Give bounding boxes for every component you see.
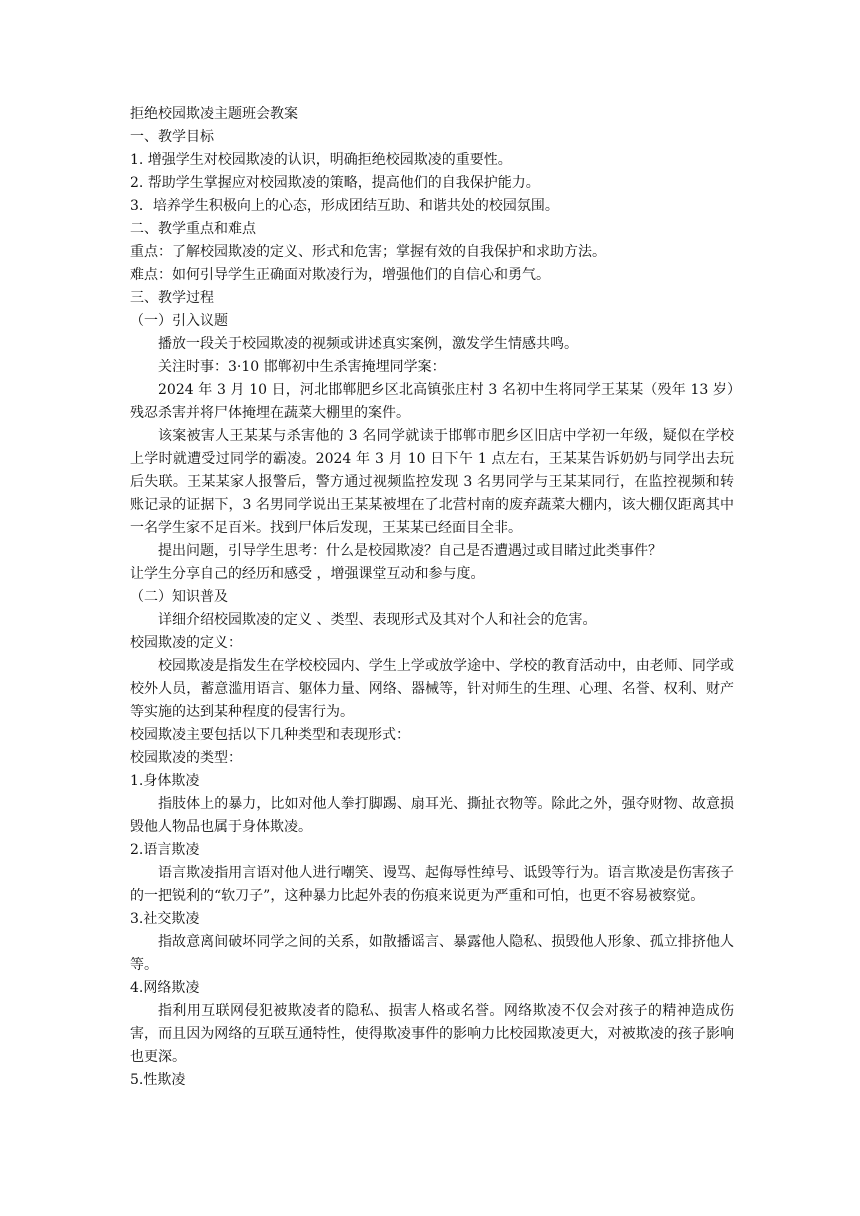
type-verbal-desc: 语言欺凌指用言语对他人进行嘲笑、谩骂、起侮辱性绰号、诋毁等行为。语言欺凌是伤害孩子的一把锐利的“软刀子”，这种暴力比起外表的伤痕来说更为严重和可怕，也更不容易被察觉。 bbox=[130, 865, 734, 904]
section-heading-goals: 一、教学目标 bbox=[130, 129, 214, 145]
paragraph-question: 提出问题，引导学生思考：什么是校园欺凌？自己是否遭遇过或目睹过此类事件？ bbox=[158, 543, 662, 559]
subheading-knowledge: （二）知识普及 bbox=[130, 589, 228, 605]
paragraph-case-summary: 2024 年 3 月 10 日，河北邯郸肥乡区北高镇张庄村 3 名初中生将同学王某某（殁年 13 岁）残忍杀害并将尸体掩埋在蔬菜大棚里的案件。 bbox=[130, 382, 734, 421]
type-social-heading: 3.社交欺凌 bbox=[130, 911, 200, 927]
section-heading-focus: 二、教学重点和难点 bbox=[130, 221, 256, 237]
paragraph-knowledge-intro: 详细介绍校园欺凌的定义 、类型、表现形式及其对个人和社会的危害。 bbox=[158, 612, 597, 628]
types-intro: 校园欺凌主要包括以下几种类型和表现形式： bbox=[130, 727, 410, 743]
type-cyber-heading: 4.网络欺凌 bbox=[130, 980, 200, 996]
paragraph-news-heading: 关注时事：3·10 邯郸初中生杀害掩埋同学案： bbox=[158, 359, 446, 375]
type-physical-desc: 指肢体上的暴力，比如对他人拳打脚踢、扇耳光、撕扯衣物等。除此之外，强夺财物、故意损毁他人物品也属于身体欺凌。 bbox=[130, 796, 734, 835]
subheading-intro: （一）引入议题 bbox=[130, 313, 228, 329]
type-social-desc: 指故意离间破坏同学之间的关系，如散播谣言、暴露他人隐私、损毁他人形象、孤立排挤他人等。 bbox=[130, 934, 734, 973]
goal-item-2: 2. 帮助学生掌握应对校园欺凌的策略，提高他们的自我保护能力。 bbox=[130, 175, 540, 191]
goal-item-1: 1. 增强学生对校园欺凌的认识，明确拒绝校园欺凌的重要性。 bbox=[130, 152, 512, 168]
section-heading-process: 三、教学过程 bbox=[130, 290, 214, 306]
paragraph-case-detail: 该案被害人王某某与杀害他的 3 名同学就读于邯郸市肥乡区旧店中学初一年级，疑似在学校上学时就遭受过同学的霸凌。2024 年 3 月 10 日下午 1 点左右，王某某告诉奶奶与同学出去玩后失联。王某某家人报警后，警方通过视频监控发现 3 名男同学与王某某同行，在监控视频和转账记录的证据下，3 名男同学说出王某某被埋在了北营村南的废弃蔬菜大棚内，该大棚仅距离其中一名学生家不足百米。找到尸体后发现，王某某已经面目全非。 bbox=[130, 428, 734, 536]
document-body bbox=[130, 103, 734, 1092]
paragraph-video: 播放一段关于校园欺凌的视频或讲述真实案例，激发学生情感共鸣。 bbox=[158, 336, 578, 352]
type-verbal-heading: 2.语言欺凌 bbox=[130, 842, 200, 858]
goal-item-3: 3．培养学生积极向上的心态，形成团结互助、和谐共处的校园氛围。 bbox=[130, 198, 559, 214]
doc-title: 拒绝校园欺凌主题班会教案 bbox=[130, 106, 298, 122]
type-sexual-heading: 5.性欺凌 bbox=[130, 1072, 186, 1088]
definition-paragraph: 校园欺凌是指发生在学校校园内、学生上学或放学途中、学校的教育活动中，由老师、同学或校外人员，蓄意滥用语言、躯体力量、网络、器械等，针对师生的生理、心理、名誉、权利、财产等实施的达到某种程度的侵害行为。 bbox=[130, 658, 734, 720]
key-point: 重点：了解校园欺凌的定义、形式和危害；掌握有效的自我保护和求助方法。 bbox=[130, 244, 606, 260]
paragraph-share: 让学生分享自己的经历和感受 ，增强课堂互动和参与度。 bbox=[130, 566, 485, 582]
difficult-point: 难点：如何引导学生正确面对欺凌行为，增强他们的自信心和勇气。 bbox=[130, 267, 550, 283]
types-heading: 校园欺凌的类型： bbox=[130, 750, 242, 766]
definition-heading: 校园欺凌的定义： bbox=[130, 635, 242, 651]
type-physical-heading: 1.身体欺凌 bbox=[130, 773, 200, 789]
type-cyber-desc: 指利用互联网侵犯被欺凌者的隐私、损害人格或名誉。网络欺凌不仅会对孩子的精神造成伤害，而且因为网络的互联互通特性，使得欺凌事件的影响力比校园欺凌更大，对被欺凌的孩子影响也更深。 bbox=[130, 1003, 734, 1065]
